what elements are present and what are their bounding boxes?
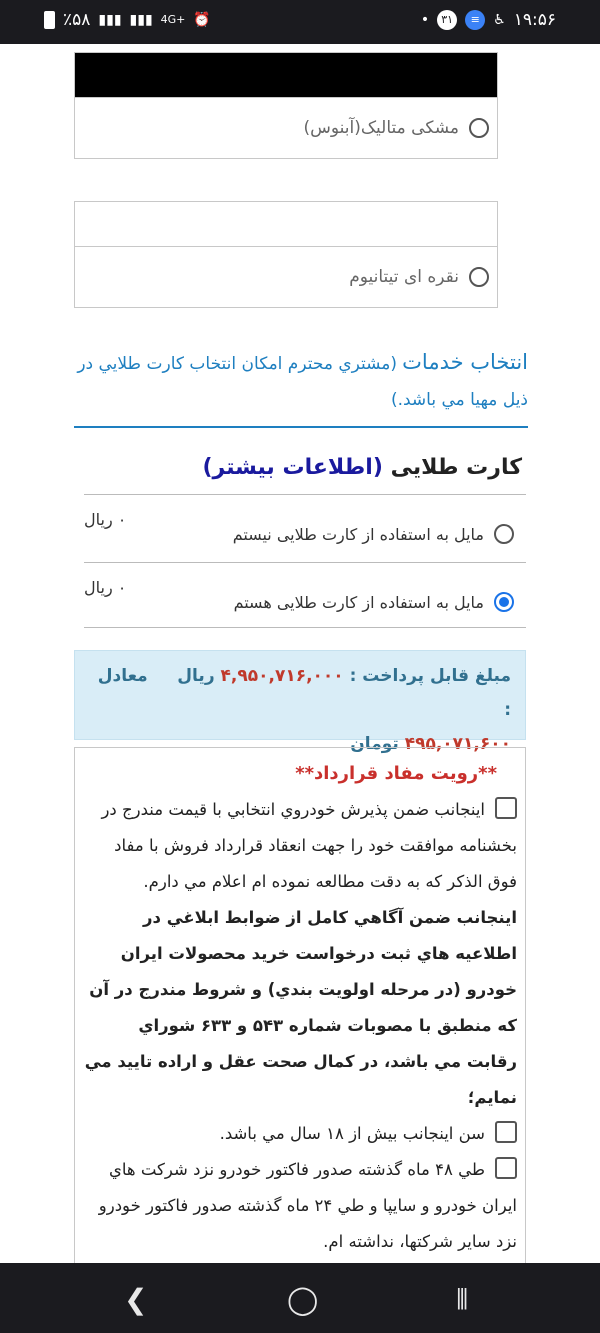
contract-item-text: طي ۴۸ ماه گذشته صدور فاکتور خودرو نزد شرکت هاي ايران خودرو و سايپا و طي ۲۴ ماه گذشته صدور فاکتور خودرو نزد ساير شرکتها، نداشته ام. — [98, 1160, 517, 1251]
checkbox[interactable] — [495, 797, 517, 819]
golden-option-row[interactable] — [84, 496, 526, 556]
payment-amount-toman: ۴۹۵,۰۷۱,۶۰۰ — [404, 734, 511, 754]
option-price: ۰ ریال — [84, 578, 127, 597]
color-label: نقره ای تیتانیوم — [349, 267, 459, 287]
payment-line-1 — [89, 659, 511, 727]
accessibility-icon: ♿ — [493, 12, 506, 28]
contract-terms — [74, 747, 526, 1263]
golden-option[interactable] — [233, 524, 514, 544]
signal-icon-2: ▮▮▮ — [129, 12, 153, 28]
golden-option-label: مایل به استفاده از کارت طلایی هستم — [233, 592, 484, 612]
clock: ۱۹:۵۶ — [513, 10, 556, 30]
golden-option-label: مایل به استفاده از کارت طلایی نیستم — [232, 524, 484, 544]
notification-dot-icon: • — [420, 12, 430, 28]
alarm-icon: ⏰ — [193, 12, 211, 28]
status-bar — [0, 0, 600, 44]
divider — [84, 494, 526, 495]
divider — [84, 562, 526, 563]
color-option-card[interactable] — [74, 201, 498, 308]
checkbox[interactable] — [495, 1121, 517, 1143]
radio-button[interactable] — [469, 118, 489, 138]
checkbox[interactable] — [495, 1157, 517, 1179]
network-type: 4G+ — [160, 13, 186, 26]
more-info-link[interactable]: (اطلاعات بیشتر) — [202, 455, 383, 480]
payment-summary — [74, 650, 526, 754]
recents-icon[interactable]: ⦀ — [456, 1283, 469, 1316]
back-icon[interactable]: ❮ — [124, 1283, 148, 1316]
golden-card-title — [74, 448, 522, 488]
color-option-row[interactable] — [75, 247, 497, 307]
services-title: انتخاب خدمات — [402, 350, 528, 374]
calendar-badge: ۳۱ — [437, 10, 457, 30]
radio-button[interactable] — [494, 524, 514, 544]
contract-item — [83, 792, 517, 900]
rial-unit: ریال — [177, 666, 215, 686]
payment-label: مبلغ قابل پرداخت : — [349, 666, 511, 686]
battery-icon — [44, 11, 55, 29]
app-notification-icon: ≡ — [465, 10, 485, 30]
signal-icon: ▮▮▮ — [98, 12, 122, 28]
divider — [84, 627, 526, 628]
color-option-row[interactable] — [75, 98, 497, 158]
home-icon[interactable]: ◯ — [287, 1283, 319, 1316]
contract-item — [83, 1116, 517, 1152]
payment-amount-rial: ۴,۹۵۰,۷۱۶,۰۰۰ — [220, 666, 344, 686]
contract-item-text: اينجانب ضمن پذيرش خودروي انتخابي با قيمت مندرج در بخشنامه موافقت خود را جهت انعقاد قرارداد فروش با مفاد فوق الذکر که به دقت مطالعه نموده ام اعلام مي دارم. — [101, 800, 517, 891]
status-right — [421, 10, 556, 30]
golden-card-label: کارت طلایی — [390, 455, 522, 480]
option-price: ۰ ریال — [84, 510, 127, 529]
page-content — [0, 44, 600, 1263]
contract-item — [83, 1152, 517, 1260]
radio-button[interactable] — [469, 267, 489, 287]
golden-option[interactable] — [234, 592, 514, 612]
contract-heading: **رویت مفاد قرارداد** — [295, 763, 497, 784]
contract-item-text: سن اينجانب بيش از ۱۸ سال مي باشد. — [219, 1124, 485, 1143]
status-left — [44, 10, 211, 30]
color-swatch-black — [75, 53, 497, 98]
color-swatch-silver — [75, 202, 497, 247]
battery-level: ٪۵۸ — [63, 10, 91, 30]
toman-unit: تومان — [350, 734, 399, 754]
contract-bold-text: اينجانب ضمن آگاهي کامل از ضوابط ابلاغي در اطلاعيه هاي ثبت درخواست خريد محصولات ايران خودرو (در مرحله اولويت بندي) و شروط مندرج در آن که منطبق با مصوبات شماره ۵۴۳ و ۶۳۳ شوراي رقابت مي باشد، در کمال صحت عقل و اراده تاييد مي نمايم؛ — [84, 908, 517, 1107]
services-section — [74, 346, 528, 428]
services-description: (مشتري محترم امکان انتخاب کارت طلايي در ذيل مهيا مي باشد.) — [77, 354, 528, 410]
navigation-bar — [0, 1263, 600, 1333]
equivalent-label: معادل : — [97, 666, 511, 720]
golden-option-row[interactable] — [84, 564, 526, 624]
radio-button-selected[interactable] — [494, 592, 514, 612]
color-option-card[interactable] — [74, 52, 498, 159]
color-label: مشکی متالیک(آبنوس) — [303, 118, 459, 138]
